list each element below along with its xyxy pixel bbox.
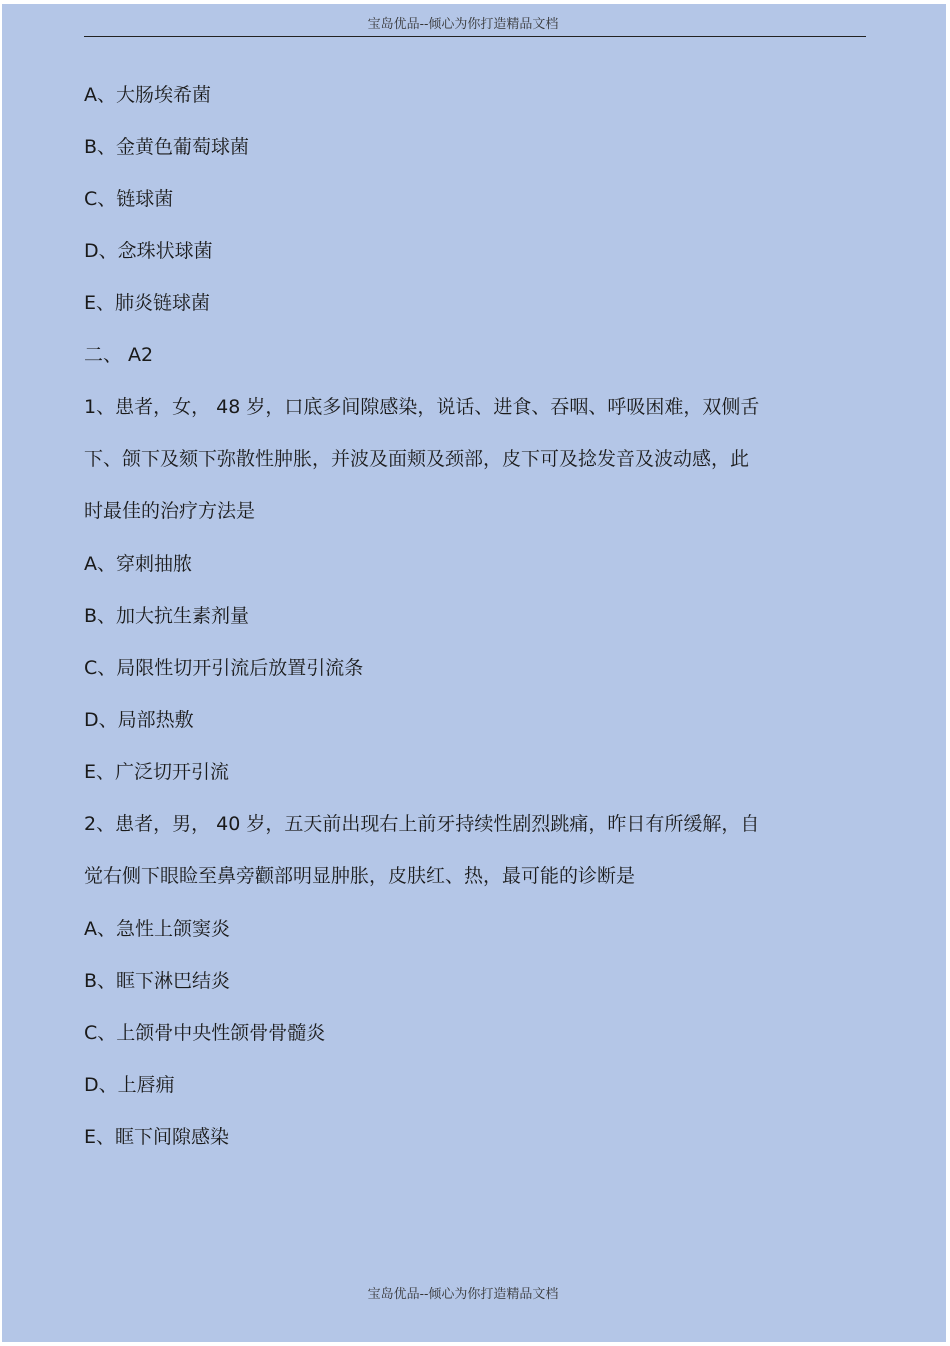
q2-option-d: D、上唇痈: [84, 1074, 175, 1096]
option-d: D、念珠状球菌: [84, 240, 213, 262]
question-2-line-1: 2、患者，男， 40 岁，五天前出现右上前牙持续性剧烈跳痛，昨日有所缓解，自: [84, 813, 760, 835]
section-heading: 二、 A2: [84, 344, 154, 366]
document-page: [2, 4, 946, 1342]
option-b: B、金黄色葡萄球菌: [84, 136, 250, 158]
q1-option-d: D、局部热敷: [84, 709, 194, 731]
q1-option-e: E、广泛切开引流: [84, 761, 230, 783]
option-e: E、肺炎链球菌: [84, 292, 211, 314]
q1-option-a: A、穿刺抽脓: [84, 553, 192, 575]
page-footer: 宝岛优品--倾心为你打造精品文档: [367, 1287, 559, 1302]
option-c: C、链球菌: [84, 188, 174, 210]
q2-option-a: A、急性上颌窦炎: [84, 918, 230, 940]
q1-option-b: B、加大抗生素剂量: [84, 605, 250, 627]
q2-option-e: E、眶下间隙感染: [84, 1126, 230, 1148]
question-1-line-2: 下、颌下及颏下弥散性肿胀，并波及面颊及颈部，皮下可及捻发音及波动感，此: [84, 448, 750, 470]
q2-option-b: B、眶下淋巴结炎: [84, 970, 231, 992]
question-1-line-1: 1、患者，女， 48 岁，口底多间隙感染，说话、进食、吞咽、呼吸困难，双侧舌: [84, 396, 760, 418]
page-header: 宝岛优品--倾心为你打造精品文档: [367, 17, 559, 32]
option-a: A、大肠埃希菌: [84, 84, 211, 106]
question-2-line-2: 觉右侧下眼睑至鼻旁颧部明显肿胀，皮肤红、热，最可能的诊断是: [84, 865, 636, 887]
question-1-line-3: 时最佳的治疗方法是: [84, 500, 256, 522]
q2-option-c: C、上颌骨中央性颌骨骨髓炎: [84, 1022, 326, 1044]
q1-option-c: C、局限性切开引流后放置引流条: [84, 657, 364, 679]
header-divider: [84, 36, 866, 37]
